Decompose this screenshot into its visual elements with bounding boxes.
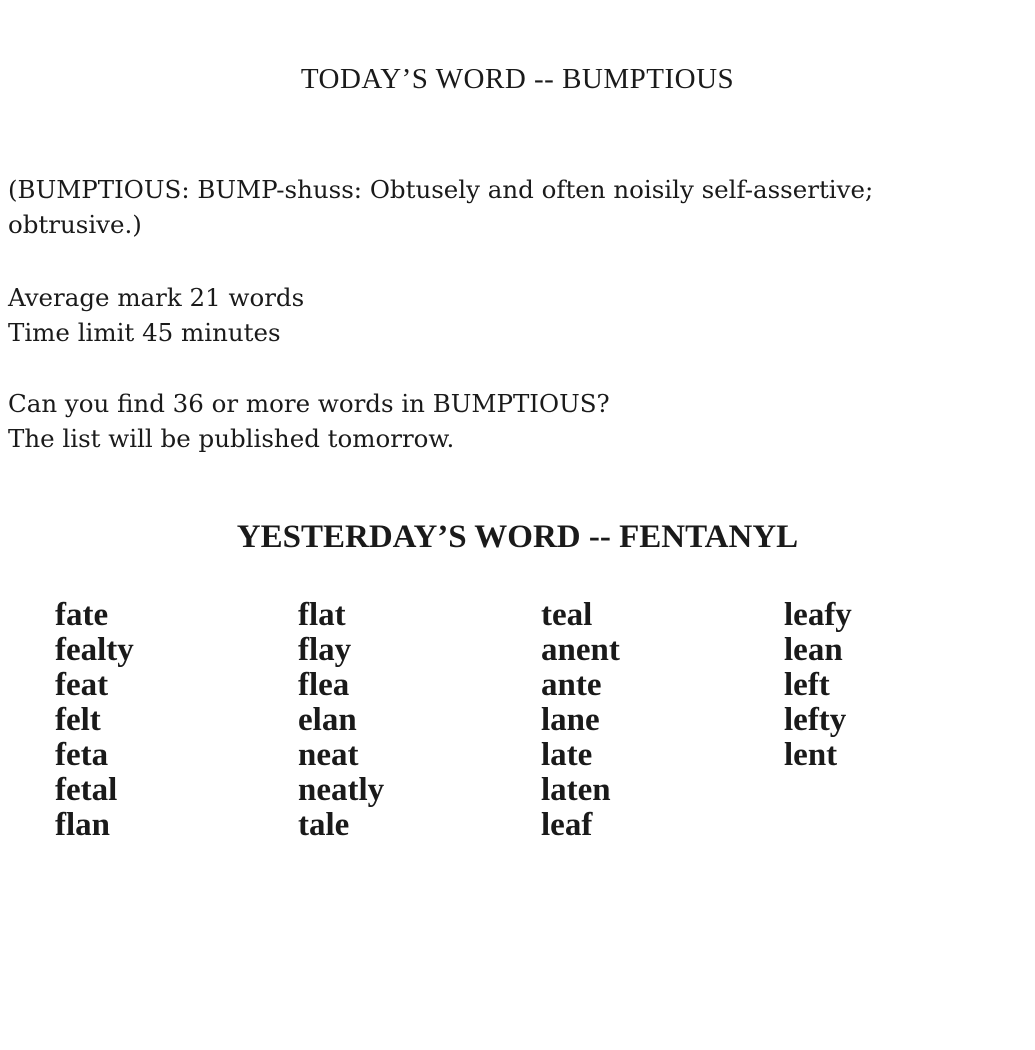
word-item: flat bbox=[298, 597, 346, 633]
puzzle-stats bbox=[8, 280, 1018, 350]
word-item: fealty bbox=[55, 632, 134, 668]
word-list bbox=[55, 598, 1027, 843]
average-mark: Average mark 21 words bbox=[8, 283, 305, 312]
word-item: elan bbox=[298, 702, 357, 738]
todays-word-title: TODAY’S WORD -- BUMPTIOUS bbox=[300, 63, 735, 95]
word-item: lean bbox=[784, 632, 843, 668]
word-column bbox=[541, 598, 784, 843]
word-item: lent bbox=[784, 737, 838, 773]
word-item: fetal bbox=[55, 772, 118, 808]
word-item: leafy bbox=[784, 597, 852, 633]
definition bbox=[8, 172, 1018, 242]
word-item: fate bbox=[55, 597, 109, 633]
challenge-text bbox=[8, 386, 1018, 456]
word-item: late bbox=[541, 737, 593, 773]
word-item: lefty bbox=[784, 702, 847, 738]
word-item: felt bbox=[55, 702, 101, 738]
word-item: left bbox=[784, 667, 830, 703]
word-item: feta bbox=[55, 737, 109, 773]
word-column bbox=[784, 598, 1027, 843]
definition-line-2: obtrusive.) bbox=[8, 210, 142, 239]
word-item: feat bbox=[55, 667, 109, 703]
word-item: teal bbox=[541, 597, 593, 633]
challenge-question: Can you find 36 or more words in BUMPTIOUS? bbox=[8, 389, 610, 418]
word-column bbox=[55, 598, 298, 843]
word-item: laten bbox=[541, 772, 611, 808]
word-item: flea bbox=[298, 667, 350, 703]
yesterdays-word-title: YESTERDAY’S WORD -- FENTANYL bbox=[236, 519, 799, 555]
word-item: lane bbox=[541, 702, 600, 738]
word-item: flan bbox=[55, 807, 111, 843]
time-limit: Time limit 45 minutes bbox=[8, 318, 281, 347]
word-column bbox=[298, 598, 541, 843]
definition-line-1: (BUMPTIOUS: BUMP-shuss: Obtusely and often noisily self-assertive; bbox=[8, 175, 874, 204]
word-item: flay bbox=[298, 632, 352, 668]
publish-note: The list will be published tomorrow. bbox=[8, 424, 455, 453]
word-item: neat bbox=[298, 737, 359, 773]
word-item: leaf bbox=[541, 807, 593, 843]
word-item: ante bbox=[541, 667, 602, 703]
word-item: anent bbox=[541, 632, 620, 668]
word-item: neatly bbox=[298, 772, 385, 808]
word-item: tale bbox=[298, 807, 350, 843]
